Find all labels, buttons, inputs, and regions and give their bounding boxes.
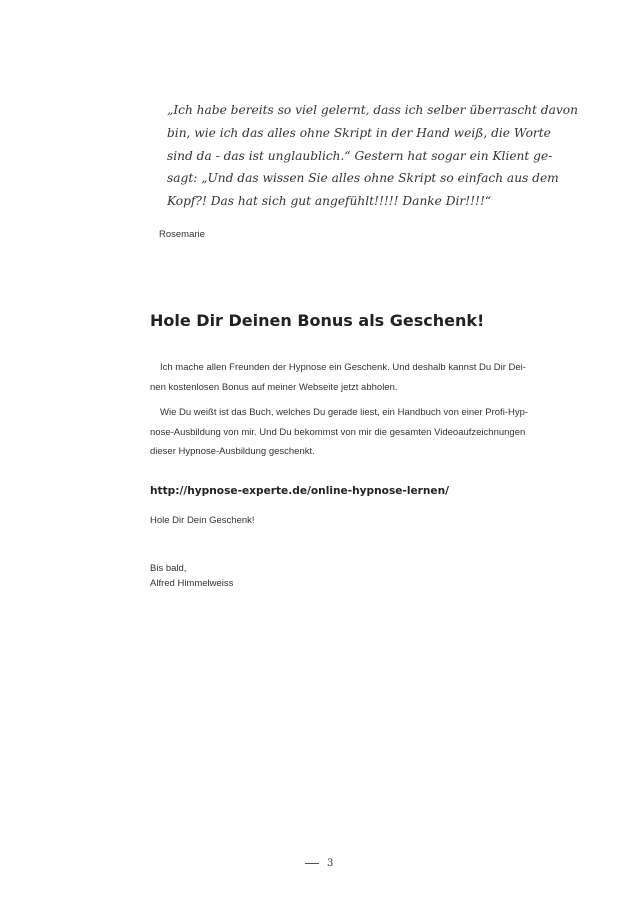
paragraph-line: Ich mache allen Freunden der Hypnose ein Geschenk. Und deshalb kannst Du Dir Dei- [160,362,526,373]
closing-greeting: Bis bald, [150,563,187,574]
signature: Alfred Himmelweiss [150,578,234,589]
page-footer [305,858,333,869]
section-heading: Hole Dir Deinen Bonus als Geschenk! [150,311,485,330]
paragraph-intro [150,358,550,397]
testimonial-quote [167,99,578,213]
footer-rule [305,863,319,864]
quote-line: sagt: „Und das wissen Sie alles ohne Skript so einfach aus dem [167,171,559,186]
paragraph-book [150,403,550,462]
bonus-link[interactable]: http://hypnose-experte.de/online-hypnose-lernen/ [150,485,450,497]
paragraph-line: dieser Hypnose-Ausbildung geschenkt. [150,446,315,458]
paragraph-line: nose-Ausbildung von mir. Und Du bekommst von mir die gesamten Videoaufzeichnungen [150,426,526,438]
paragraph-line: nen kostenlosen Bonus auf meiner Webseite jetzt abholen. [150,381,398,393]
quote-line: „Ich habe bereits so viel gelernt, dass ich selber überrascht davon [167,103,578,117]
quote-line: Kopf?! Das hat sich gut angefühlt!!!!! Danke Dir!!!!“ [167,194,492,209]
testimonial-author: Rosemarie [159,229,205,240]
call-to-action: Hole Dir Dein Geschenk! [150,515,255,526]
quote-line: sind da - das ist unglaublich.“ Gestern hat sogar ein Klient ge- [167,148,553,163]
page-number: 3 [327,858,334,869]
quote-line: bin, wie ich das alles ohne Skript in der Hand weiß, die Worte [167,125,551,140]
paragraph-line: Wie Du weißt ist das Buch, welches Du gerade liest, ein Handbuch von einer Profi-Hyp- [160,407,529,418]
